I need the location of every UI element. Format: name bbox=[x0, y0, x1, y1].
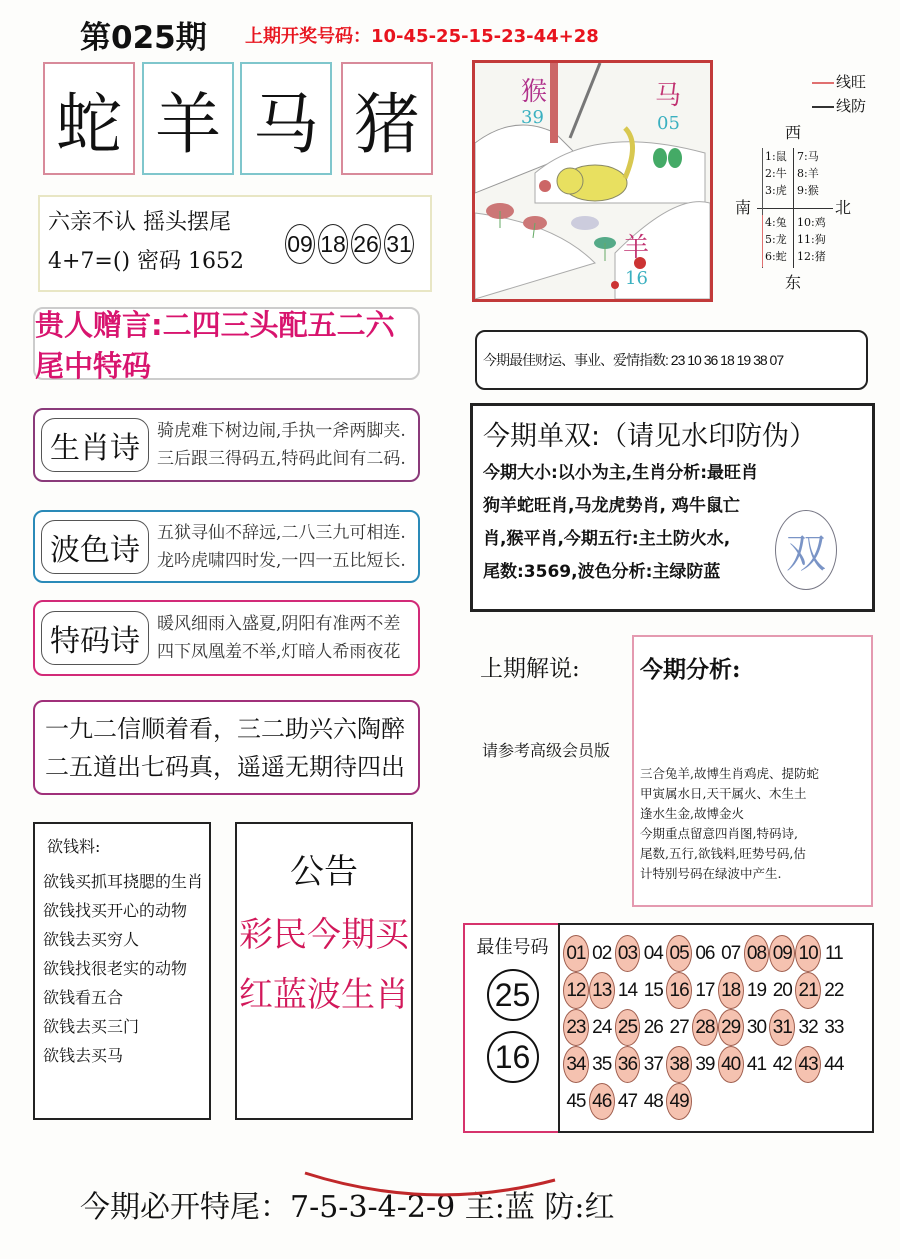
grid-number: 01 bbox=[563, 935, 589, 972]
poem-tag: 波色诗 bbox=[41, 520, 149, 574]
best-pick-circle: 25 bbox=[487, 969, 539, 1021]
compass-cell: 9:猴 bbox=[797, 184, 819, 197]
grid-number: 36 bbox=[615, 1046, 641, 1083]
grid-number: 42 bbox=[772, 1053, 792, 1075]
compass-south: 南 bbox=[735, 198, 752, 217]
picture-label-zodiac: 羊 bbox=[623, 233, 650, 263]
poem-line: 三后跟三得码五,特码此间有二码. bbox=[157, 449, 406, 469]
grid-number: 10 bbox=[795, 935, 821, 972]
picture-label-zodiac: 猴 bbox=[521, 77, 548, 107]
grid-number: 19 bbox=[746, 979, 767, 1001]
compass-cell: 8:羊 bbox=[797, 167, 819, 180]
last-draw-numbers: 上期开奖号码：10-45-25-15-23-44+28 bbox=[245, 26, 599, 47]
line-legend bbox=[812, 70, 866, 118]
compass-cell: 3:虎 bbox=[765, 184, 787, 197]
zodiac-box-4: 猪 bbox=[341, 62, 433, 175]
grid-number: 46 bbox=[589, 1083, 615, 1120]
money-item: 欲钱找很老实的动物 bbox=[43, 959, 188, 978]
money-riddle-box bbox=[33, 822, 211, 1120]
legend-red-label: 线旺 bbox=[836, 73, 867, 91]
must-open-tail: 今期必开特尾：7-5-3-4-2-9 主:蓝 防:红 bbox=[80, 1190, 615, 1225]
poem-line: 龙吟虎啸四时发,一四一五比短长. bbox=[157, 550, 406, 571]
gift-banner: 贵人赠言:二四三头配五二六尾中特码 bbox=[33, 307, 420, 380]
notice-line: 红蓝波生肖 bbox=[239, 975, 409, 1015]
compass-cell: 5:龙 bbox=[765, 233, 787, 246]
money-item: 欲钱买抓耳挠腮的生肖 bbox=[43, 872, 204, 891]
red-line-icon bbox=[812, 82, 834, 84]
compass-west: 西 bbox=[785, 123, 802, 142]
compass-vline bbox=[793, 148, 794, 268]
grid-number: 49 bbox=[666, 1083, 692, 1120]
poem-line: 五狱寻仙不辞远,二八三九可相连. bbox=[157, 522, 406, 543]
verse-line: 一九二信顺着看，三二助兴六陶醉 bbox=[45, 715, 405, 743]
compass-cell: 4:兔 bbox=[765, 216, 787, 229]
grid-number: 43 bbox=[795, 1046, 821, 1083]
zodiac-box-3: 马 bbox=[240, 62, 332, 175]
verse-box bbox=[33, 700, 420, 795]
grid-number: 32 bbox=[798, 1016, 818, 1038]
picture-label-number: 05 bbox=[657, 113, 680, 134]
poem-line: 暖风细雨入盛夏,阴阳有准两不差 bbox=[157, 614, 401, 634]
watermark-stamp: 双 bbox=[775, 510, 837, 590]
grid-number: 30 bbox=[746, 1016, 767, 1038]
compass-red-line bbox=[762, 215, 763, 267]
analysis-line: 今期重点留意四肖图,特码诗, bbox=[640, 826, 798, 841]
grid-number: 23 bbox=[563, 1009, 589, 1046]
number-circle: 31 bbox=[384, 224, 414, 264]
grid-number: 14 bbox=[617, 979, 638, 1001]
compass-cell: 1:鼠 bbox=[765, 150, 787, 163]
grid-number: 44 bbox=[824, 1053, 844, 1075]
grid-number: 03 bbox=[615, 935, 641, 972]
analysis-line: 计特别号码在绿波中产生. bbox=[640, 866, 782, 881]
red-swoosh-mark bbox=[300, 1168, 560, 1198]
grid-number: 09 bbox=[769, 935, 795, 972]
money-item: 欲钱去买穷人 bbox=[43, 930, 140, 949]
riddle-box bbox=[38, 195, 432, 292]
grid-number: 18 bbox=[718, 972, 744, 1009]
odd-even-line: 尾数:3569,波色分析:主绿防蓝 bbox=[483, 562, 721, 582]
odd-even-line: 狗羊蛇旺肖,马龙虎势肖, 鸡牛鼠亡 bbox=[483, 496, 740, 516]
grid-number: 11 bbox=[825, 942, 843, 964]
grid-number: 21 bbox=[795, 972, 821, 1009]
grid-number: 07 bbox=[721, 942, 741, 964]
compass-cell: 12:猪 bbox=[797, 250, 826, 263]
notice-box bbox=[235, 822, 413, 1120]
zodiac-illustration bbox=[472, 60, 713, 302]
grid-number: 02 bbox=[592, 942, 612, 964]
odd-even-line: 今期大小:以小为主,生肖分析:最旺肖 bbox=[483, 463, 759, 483]
grid-number: 37 bbox=[643, 1053, 663, 1075]
analysis-line: 三合兔羊,故博生肖鸡虎、提防蛇 bbox=[640, 766, 819, 781]
grid-number: 41 bbox=[746, 1053, 767, 1075]
compass-cell: 7:马 bbox=[797, 150, 819, 163]
poem-tag: 特码诗 bbox=[41, 611, 149, 665]
money-title: 欲钱料: bbox=[47, 837, 101, 856]
grid-number: 40 bbox=[718, 1046, 744, 1083]
grid-number: 17 bbox=[695, 979, 715, 1001]
number-circle: 18 bbox=[318, 224, 348, 264]
best-numbers-panel bbox=[463, 923, 560, 1133]
grid-number: 38 bbox=[666, 1046, 692, 1083]
grid-number: 12 bbox=[563, 972, 589, 1009]
zodiac-box-1: 蛇 bbox=[43, 62, 135, 175]
number-grid bbox=[558, 923, 874, 1133]
money-item: 欲钱去买马 bbox=[43, 1046, 124, 1065]
color-poem-box bbox=[33, 510, 420, 583]
zodiac-box-2: 羊 bbox=[142, 62, 234, 175]
grid-number: 29 bbox=[718, 1009, 744, 1046]
money-item: 欲钱去买三门 bbox=[43, 1017, 140, 1036]
grid-number: 15 bbox=[643, 979, 663, 1001]
odd-even-title: 今期单双:（请见水印防伪） bbox=[483, 421, 817, 452]
picture-label-zodiac: 马 bbox=[655, 81, 682, 111]
zodiac-poem-box bbox=[33, 408, 420, 482]
compass-chart bbox=[735, 120, 865, 300]
grid-number: 31 bbox=[769, 1009, 795, 1046]
grid-number: 45 bbox=[566, 1090, 586, 1112]
compass-cell: 2:牛 bbox=[765, 167, 787, 180]
best-numbers-title: 最佳号码 bbox=[476, 937, 549, 958]
analysis-line: 甲寅属水日,天干属火、木生土 bbox=[640, 786, 807, 801]
compass-hline bbox=[757, 208, 833, 209]
grid-number: 22 bbox=[824, 979, 844, 1001]
special-poem-box bbox=[33, 600, 420, 676]
grid-number: 34 bbox=[563, 1046, 589, 1083]
grid-number: 08 bbox=[744, 935, 770, 972]
picture-label-number: 16 bbox=[625, 268, 648, 289]
analysis-title: 今期分析: bbox=[640, 656, 741, 683]
grid-number: 47 bbox=[617, 1090, 638, 1112]
picture-label-number: 39 bbox=[521, 107, 544, 128]
grid-number: 39 bbox=[695, 1053, 715, 1075]
riddle-line-1: 六亲不认 摇头摆尾 bbox=[48, 210, 231, 235]
grid-number: 16 bbox=[666, 972, 692, 1009]
grid-number: 20 bbox=[772, 979, 792, 1001]
issue-title: 第025期 bbox=[80, 20, 207, 56]
poem-tag: 生肖诗 bbox=[41, 418, 149, 472]
compass-east: 东 bbox=[785, 273, 802, 292]
best-pick-circle: 16 bbox=[487, 1031, 539, 1083]
number-circle: 09 bbox=[285, 224, 315, 264]
riddle-numbers bbox=[285, 224, 417, 264]
verse-line: 二五道出七码真，遥遥无期待四出 bbox=[45, 753, 405, 781]
black-line-icon bbox=[812, 106, 834, 108]
notice-line: 彩民今期买 bbox=[239, 915, 409, 955]
poem-line: 四下凤凰羞不举,灯暗人希雨夜花 bbox=[157, 642, 401, 662]
analysis-line: 尾数,五行,欲钱料,旺势号码,估 bbox=[640, 846, 806, 861]
grid-number: 33 bbox=[824, 1016, 844, 1038]
grid-number: 48 bbox=[643, 1090, 663, 1112]
grid-number: 35 bbox=[592, 1053, 612, 1075]
poem-line: 骑虎难下树边闹,手执一斧两脚夹. bbox=[157, 421, 406, 441]
legend-black-label: 线防 bbox=[836, 97, 867, 115]
compass-cell: 6:蛇 bbox=[765, 250, 787, 263]
grid-number: 04 bbox=[643, 942, 663, 964]
compass-north: 北 bbox=[835, 198, 852, 217]
grid-number: 26 bbox=[643, 1016, 663, 1038]
odd-even-line: 肖,猴平肖,今期五行:主土防火水, bbox=[483, 529, 731, 549]
notice-title: 公告 bbox=[290, 852, 358, 892]
grid-number: 13 bbox=[589, 972, 615, 1009]
grid-number: 24 bbox=[592, 1016, 612, 1038]
money-item: 欲钱看五合 bbox=[43, 988, 124, 1007]
grid-number: 06 bbox=[695, 942, 715, 964]
compass-cell: 11:狗 bbox=[797, 233, 826, 246]
money-item: 欲钱找买开心的动物 bbox=[43, 901, 188, 920]
grid-number: 25 bbox=[615, 1009, 641, 1046]
analysis-line: 逢水生金,故博金火 bbox=[640, 806, 744, 821]
compass-cell: 10:鸡 bbox=[797, 216, 826, 229]
grid-number: 27 bbox=[669, 1016, 689, 1038]
previous-explanation-text: 请参考高级会员版 bbox=[482, 741, 611, 760]
previous-explanation-title: 上期解说: bbox=[480, 656, 580, 682]
best-index-box: 今期最佳财运、事业、爱情指数: 23 10 36 18 19 38 07 bbox=[475, 330, 868, 390]
riddle-line-2: 4+7=() 密码 1652 bbox=[48, 249, 245, 274]
grid-number: 28 bbox=[692, 1009, 718, 1046]
analysis-box bbox=[632, 635, 873, 907]
number-circle: 26 bbox=[351, 224, 381, 264]
grid-number: 05 bbox=[666, 935, 692, 972]
